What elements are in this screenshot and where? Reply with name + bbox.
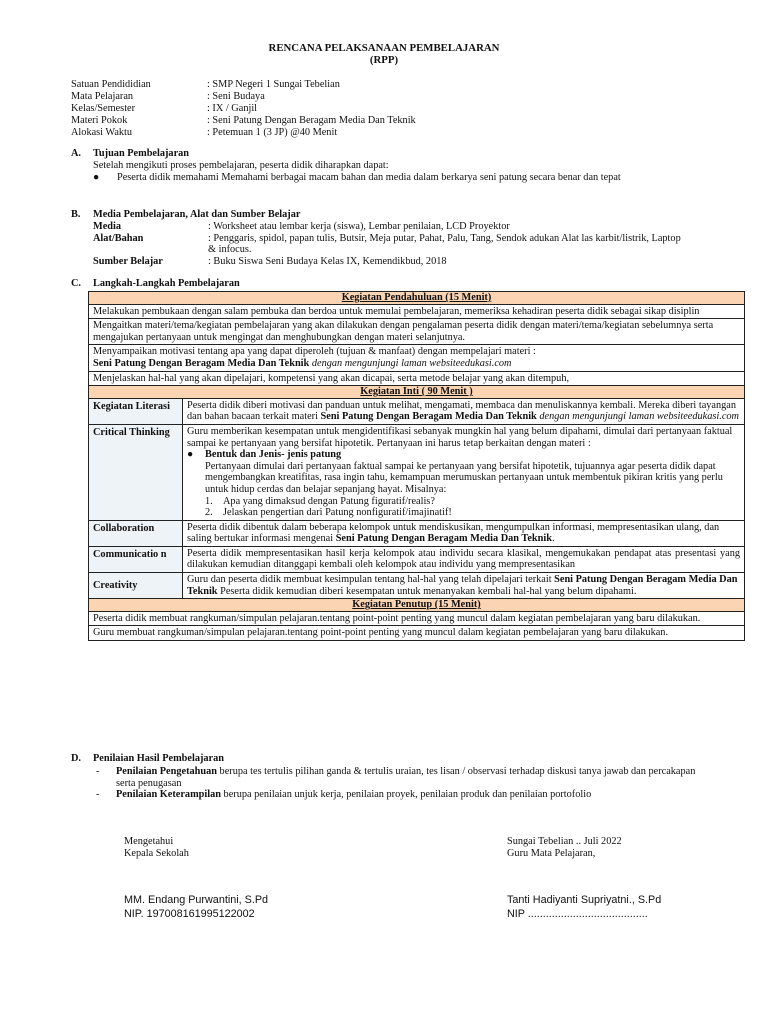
section-letter: B.	[71, 209, 81, 220]
table-row: Guru membuat rangkuman/simpulan pelajaran.tentang point-point penting yang muncul dalam kegiatan pembelajaran yang baru dilakukan.	[89, 626, 745, 641]
section-b-heading	[71, 209, 300, 221]
media-row	[93, 256, 693, 268]
media-row	[93, 233, 693, 256]
assessment-item	[96, 766, 716, 789]
assessment-list	[96, 766, 716, 801]
document-title	[0, 42, 768, 66]
table-row: Melakukan pembukaan dengan salam pembuka dan berdoa untuk memulai pembelajaran, memeriksa kehadiran peserta didik sebagai sikap disiplin	[89, 304, 745, 319]
identity-label: Mata Pelajaran	[71, 91, 134, 102]
identity-row	[71, 91, 416, 103]
topic-bold: Seni Patung Dengan Beragam Media Dan Teknik	[187, 574, 738, 597]
left-sign-line2: Kepala Sekolah	[124, 847, 189, 859]
dash-icon: -	[96, 766, 100, 777]
identity-row	[71, 127, 416, 139]
section-title: Tujuan Pembelajaran	[93, 148, 190, 159]
communication-label: Communicatio n	[89, 546, 183, 572]
right-signer-nip: NIP ........................................	[507, 907, 648, 920]
motivasi-topic	[93, 358, 740, 370]
identity-label: Materi Pokok	[71, 115, 128, 126]
question-item	[205, 496, 740, 508]
left-signature-heading	[124, 836, 189, 859]
assessment-text: berupa tes tertulis pilihan ganda & tertulis uraian, tes lisan / observasi terhadap diskusi tanya jawab dan percakapan serta penugasan	[116, 766, 696, 789]
section-letter: D.	[71, 753, 82, 764]
literasi-text: Peserta didik diberi motivasi dan panduan untuk melihat, mengamati, membaca dan menuliskannya kembali. Mereka diberi tayangan dan bahan bacaan terkait materi	[187, 399, 737, 423]
penutup-header: Kegiatan Penutup (15 Menit)	[89, 599, 745, 612]
creativity-content	[183, 573, 745, 599]
section-title: Langkah-Langkah Pembelajaran	[93, 278, 240, 289]
section-a-heading	[71, 148, 189, 160]
left-sign-line1: Mengetahui	[124, 836, 174, 847]
critical-para: Pertanyaan dimulai dari pertanyaan faktual sampai ke pertanyaan yang bersifat hipotetik, tujuannya agar peserta didik dapat mengembangkan kreatifitas, rasa ingin tahu, kemampuan merumuskan pertanyaan untuk membentuk pikiran kritis yang perlu untuk hidup cerdas dan belajar sepanjang hayat. Misalnya:	[205, 460, 723, 495]
assessment-bold: Penilaian Pengetahuan	[116, 766, 217, 777]
table-row	[89, 345, 745, 371]
collaboration-text: Peserta didik dibentuk dalam beberapa kelompok untuk mendiskusikan, mengumpulkan informasi, mempresentasikan ulang, dan saling bertukar informasi mengenai	[187, 521, 720, 545]
media-value: : Buku Siswa Seni Budaya Kelas IX, Kemendikbud, 2018	[208, 255, 447, 267]
right-signer-name: Tanti Hadiyanti Supriyatni., S.Pd	[507, 894, 662, 906]
assessment-item	[96, 789, 716, 801]
section-a-intro: Setelah mengikuti proses pembelajaran, peserta didik diharapkan dapat:	[93, 160, 389, 171]
section-letter: C.	[71, 278, 82, 289]
table-row: Mengaitkan materi/tema/kegiatan pembelajaran yang akan dilakukan dengan pengalaman peserta didik dengan materi/tema/kegiatan sebelumnya serta mengajukan pertanyaan untuk mengingat dan menghubungkan dengan materi selanjutnya.	[89, 319, 745, 345]
collaboration-end: .	[551, 533, 555, 545]
question-item	[205, 507, 740, 519]
bullet-dot-icon: ●	[187, 449, 194, 461]
media-value: : Penggaris, spidol, papan tulis, Butsir, Meja putar, Pahat, Palu, Tang, Sendok adukan Alat las karbit/listrik, Laptop & infocus.	[208, 232, 681, 256]
table-row: Peserta didik membuat rangkuman/simpulan pelajaran.tentang point-point penting yang muncul dalam kegiatan pembelajaran yang baru dilakukan.	[89, 611, 745, 626]
bullet-dot-icon: ●	[93, 172, 100, 183]
right-signature-heading	[507, 836, 622, 859]
communication-content: Peserta didik mempresentasikan hasil kerja kelompok atau individu secara klasikal, mengemukakan pendapat atas presentasi yang dilakukan kemudian ditanggapi kembali oleh kelompok atau individu yang mempresentasikan	[183, 546, 745, 572]
question-text: Jelaskan pengertian dari Patung nonfiguratif/imajinatif!	[223, 507, 452, 519]
pendahuluan-header: Kegiatan Pendahuluan (15 Menit)	[89, 292, 745, 305]
section-a-bullet-text: Peserta didik memahami Memahami berbagai macam bahan dan media dalam berkarya seni patung secara benar dan tepat	[117, 172, 621, 183]
right-sign-line1: Sungai Tebelian .. Juli 2022	[507, 836, 622, 847]
section-letter: A.	[71, 148, 82, 159]
inti-header: Kegiatan Inti ( 90 Menit )	[89, 386, 745, 399]
critical-content	[183, 424, 745, 520]
creativity-text: Guru dan peserta didik membuat kesimpulan tentang hal-hal yang telah dipelajari terkait	[187, 574, 555, 586]
dash-icon: -	[96, 789, 100, 801]
topic-bold: Seni Patung Dengan Beragam Media Dan Teknik	[93, 357, 310, 369]
title-line-1: RENCANA PELAKSANAAN PEMBELAJARAN	[268, 42, 500, 54]
identity-label: Satuan Pendididian	[71, 79, 151, 90]
identity-label: Kelas/Semester	[71, 103, 136, 114]
topic-italic: dengan mengunjungi laman websiteedukasi.com	[309, 357, 512, 369]
critical-bullet-text: Bentuk dan Jenis- jenis patung	[205, 449, 342, 461]
critical-text: Guru memberikan kesempatan untuk mengidentifikasi sebanyak mungkin hal yang belum dipahami, dimulai dari pertanyaan faktual sampai ke pertanyaan yang bersifat hipotetik. Pertanyaan ini harus tetap berkaitan dengan materi :	[187, 425, 733, 449]
section-title: Media Pembelajaran, Alat dan Sumber Belajar	[93, 209, 301, 220]
identity-block	[71, 79, 416, 139]
title-line-2: (RPP)	[369, 54, 399, 66]
question-number: 1.	[205, 495, 213, 507]
media-label: Sumber Belajar	[93, 255, 163, 267]
identity-value: : Petemuan 1 (3 JP) @40 Menit	[207, 127, 338, 138]
media-label: Media	[93, 221, 122, 232]
section-d-heading	[71, 753, 224, 765]
media-value: : Worksheet atau lembar kerja (siswa), Lembar penilaian, LCD Proyektor	[208, 221, 510, 232]
table-row: Menjelaskan hal-hal yang akan dipelajari, kompetensi yang akan dicapai, serta metode belajar yang akan ditempuh,	[89, 371, 745, 386]
media-row	[93, 221, 693, 233]
collaboration-label: Collaboration	[89, 520, 183, 546]
creativity-end: Peserta didik kemudian diberi kesempatan untuk menanyakan kembali hal-hal yang belum dipahami.	[217, 585, 637, 597]
section-a-bullet	[93, 172, 713, 184]
media-label: Alat/Bahan	[93, 232, 144, 244]
left-signature	[124, 894, 268, 921]
identity-row	[71, 115, 416, 127]
learning-steps-table	[88, 291, 745, 641]
identity-value: : Seni Patung Dengan Beragam Media Dan Teknik	[207, 115, 416, 126]
right-signature	[507, 894, 661, 921]
critical-bullet	[187, 449, 740, 461]
topic-bold: Seni Patung Dengan Beragam Media Dan Teknik	[335, 533, 552, 545]
topic-bold: Seni Patung Dengan Beragam Media Dan Teknik	[320, 411, 537, 423]
topic-italic: dengan mengunjungi laman websiteedukasi.com	[536, 411, 739, 423]
question-number: 2.	[205, 507, 213, 519]
identity-value: : Seni Budaya	[207, 91, 265, 102]
left-signer-nip: NIP. 197008161995122002	[124, 907, 255, 920]
identity-row	[71, 103, 416, 115]
identity-value: : SMP Negeri 1 Sungai Tebelian	[207, 79, 340, 90]
literasi-label: Kegiatan Literasi	[89, 398, 183, 424]
creativity-label: Creativity	[89, 573, 183, 599]
identity-label: Alokasi Waktu	[71, 127, 133, 138]
left-signer-name: MM. Endang Purwantini, S.Pd	[124, 894, 269, 906]
collaboration-content	[183, 520, 745, 546]
question-text: Apa yang dimaksud dengan Patung figuratif/realis?	[223, 495, 435, 507]
identity-row	[71, 79, 416, 91]
section-c-heading	[71, 278, 240, 290]
section-title: Penilaian Hasil Pembelajaran	[93, 753, 224, 764]
literasi-content	[183, 398, 745, 424]
assessment-bold: Penilaian Keterampilan	[116, 789, 221, 801]
media-list	[93, 221, 693, 267]
critical-label: Critical Thinking	[89, 424, 183, 520]
right-sign-line2: Guru Mata Pelajaran,	[507, 847, 596, 859]
identity-value: : IX / Ganjil	[207, 103, 258, 114]
assessment-text: berupa penilaian unjuk kerja, penilaian proyek, penilaian produk dan penilaian portofolio	[220, 789, 592, 801]
motivasi-text: Menyampaikan motivasi tentang apa yang dapat diperoleh (tujuan & manfaat) dengan mempelajari materi :	[93, 346, 536, 358]
